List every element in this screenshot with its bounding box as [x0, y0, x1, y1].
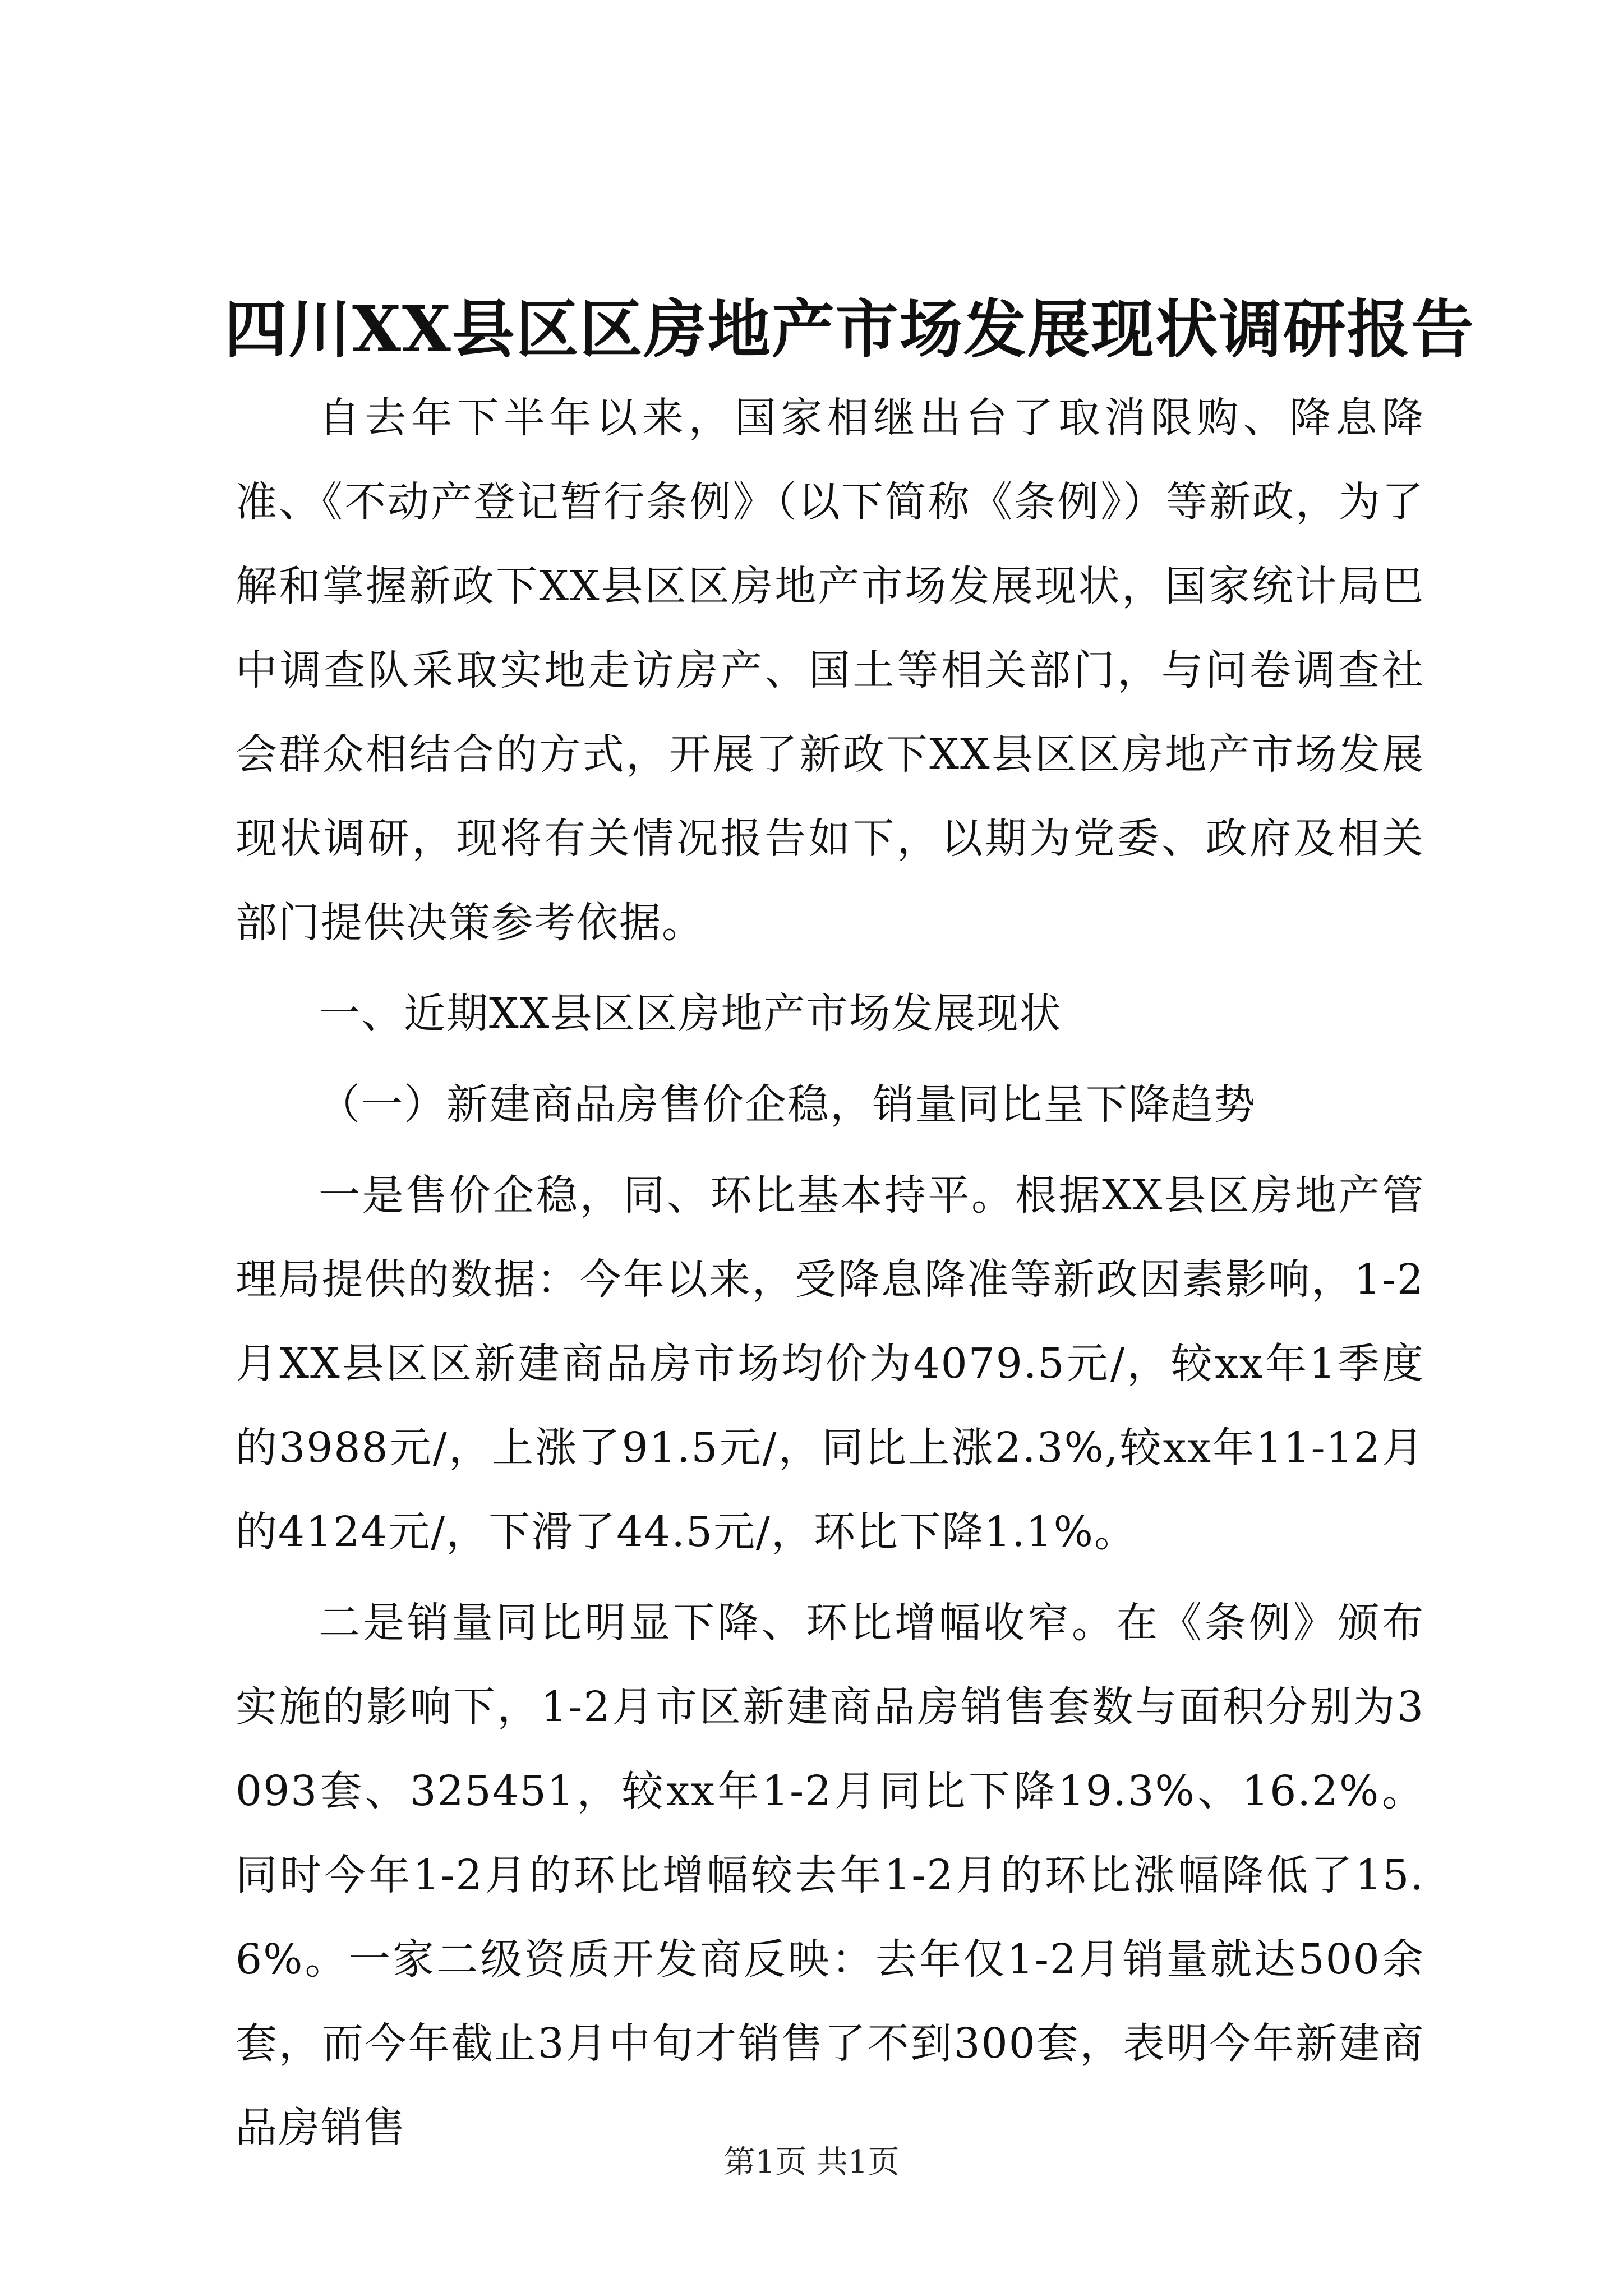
paragraph-intro: 自去年下半年以来，国家相继出台了取消限购、降息降准、《不动产登记暂行条例》（以下简称《条例》）等新政，为了解和掌握新政下XX县区区房地产市场发展现状，国家统计局巴中调查队采取实地走访房产、国土等相关部门，与问卷调查社会群众相结合的方式，开展了新政下XX县区区房地产市场发展现状调研，现将有关情况报告如下，以期为党委、政府及相关部门提供决策参考依据。 — [236, 394, 1424, 947]
document-body — [236, 376, 1424, 2170]
page-footer: 第1页 共1页 — [723, 2144, 900, 2180]
paragraph-sales: 二是销量同比明显下降、环比增幅收窄。在《条例》颁布实施的影响下，1-2月市区新建商品房销售套数与面积分别为3093套、325451，较xx年1-2月同比下降19.3%、16.2%。同时今年1-2月的环比增幅较去年1-2月的环比涨幅降低了15.6%。一家二级资质开发商反映：去年仅1-2月销量就达500余套，而今年截止3月中旬才销售了不到300套，表明今年新建商品房销售 — [236, 1599, 1424, 2152]
subsection-heading: （一）新建商品房售价企稳，销量同比呈下降趋势 — [319, 1080, 1256, 1129]
paragraph-price: 一是售价企稳，同、环比基本持平。根据XX县区房地产管理局提供的数据：今年以来，受降息降准等新政因素影响，1-2月XX县区区新建商品房市场均价为4079.5元/，较xx年1季度的3988元/，上涨了91.5元/，同比上涨2.3%,较xx年11-12月的4124元/，下滑了44.5元/，环比下降1.1%。 — [236, 1171, 1424, 1556]
document-title: 四川XX县区区房地产市场发展现状调研报告 — [224, 293, 1475, 366]
section-heading: 一、近期XX县区区房地产市场发展现状 — [319, 990, 1062, 1038]
